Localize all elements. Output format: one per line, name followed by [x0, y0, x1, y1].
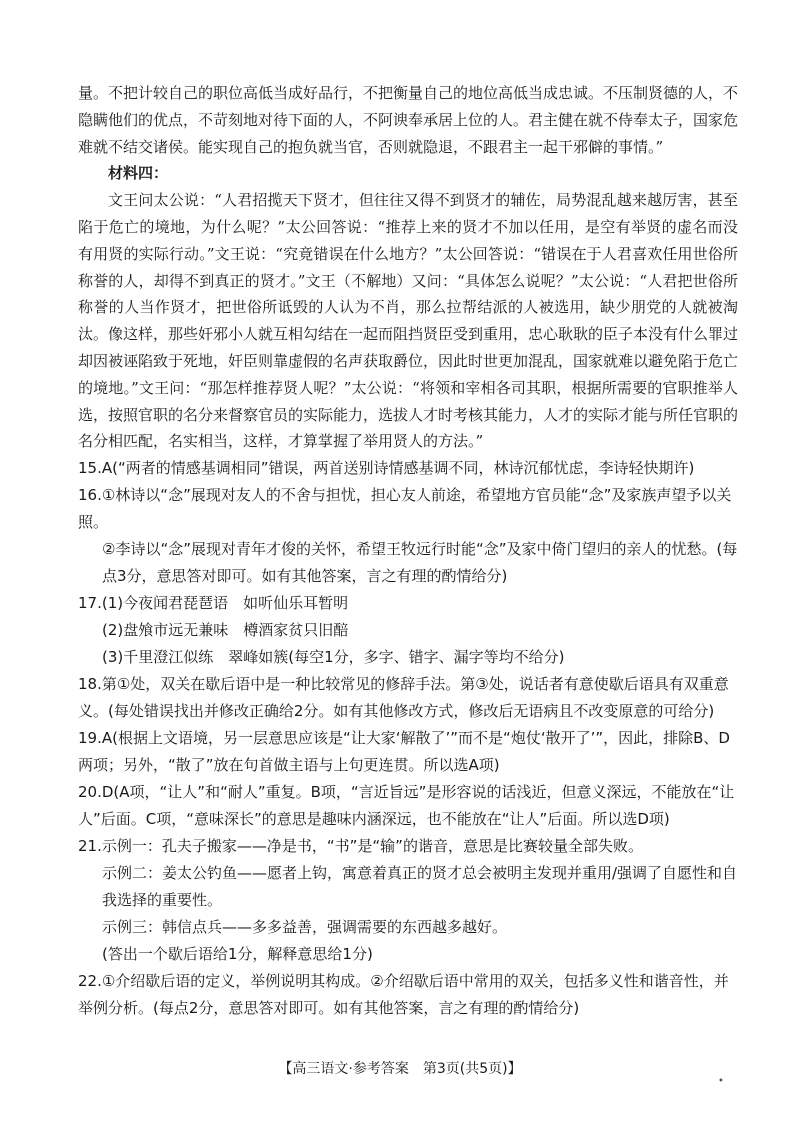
- answer-text: A(“两者的情感基调相同”错误，两首送别诗情感基调不同，林诗沉郁忧虑，李诗轻快期许): [101, 459, 695, 478]
- answer-number: 15.: [78, 459, 102, 478]
- answer-text: 第①处，双关在歇后语中是一种比较常见的修辞手法。第③处，说话者有意使歇后语具有双重意义。(每处错误找出并修改正确给2分。如有其他修改方式，修改后无语病且不改变原意的可给分): [78, 675, 729, 721]
- answer-number: 16.: [78, 486, 102, 505]
- corner-mark: •: [718, 1076, 724, 1087]
- answer-22: [78, 968, 738, 1022]
- answer-page: [78, 80, 738, 1022]
- answer-16: [78, 482, 738, 590]
- answer-number: 20.: [78, 783, 102, 802]
- material4-heading: 材料四：: [108, 164, 169, 183]
- answer-text: D(A项，“让人”和“耐人”重复。B项，“言近旨远”是形容说的话浅近，但意义深远，不能放在“让人”后面。C项，“意味深长”的意思是趣味内涵深远，也不能放在“让人”后面。所以选D项): [78, 783, 735, 829]
- answer-20: [78, 779, 738, 833]
- answer-number: 19.: [78, 729, 102, 748]
- answer-item: (1)今夜闻君琵琶语 如听仙乐耳暂明: [101, 594, 349, 613]
- answer-example: 示例三：韩信点兵——多多益善，强调需要的东西越多越好。: [102, 918, 508, 937]
- material3-tail: [78, 80, 738, 160]
- answer-21: [78, 833, 738, 968]
- answer-text: A(根据上文语境，另一层意思应该是“让大家‘解散了’”而不是“炮仗‘散开了’”，因此，排除B、D两项；另外，“散了”放在句首做主语与上句更连贯。所以选A项): [78, 729, 730, 775]
- answer-item: (2)盘飧市远无兼味 樽酒家贫只旧醅: [102, 621, 349, 640]
- answer-text: ①介绍歇后语的定义，举例说明其构成。②介绍歇后语中常用的双关，包括多义性和谐音性，并举例分析。(每点2分，意思答对即可。如有其他答案，言之有理的酌情给分): [78, 972, 729, 1018]
- answer-item: (3)千里澄江似练 翠峰如簇(每空1分，多字、错字、漏字等均不给分): [102, 648, 565, 667]
- material4-paragraph: 文王问太公说：“人君招揽天下贤才，但往往又得不到贤才的辅佐，局势混乱越来越厉害，甚至陷于危亡的境地，为什么呢？”太公回答说：“推荐上来的贤才不加以任用，是空有举贤的虚名而没有用贤的实际行动。”文王说：“究竟错误在什么地方？”太公回答说：“错误在于人君喜欢任用世俗所称誉的人，却得不到真正的贤才。”文王（不解地）又问：“具体怎么说呢？”太公说：“人君把世俗所称誉的人当作贤才，把世俗所诋毁的人认为不肖，那么拉帮结派的人被选用，缺少朋党的人就被淘汰。像这样，那些奸邪小人就互相勾结在一起而阻挡贤臣受到重用，忠心耿耿的臣子本没有什么罪过却因被诬陷致于死地，奸臣则靠虚假的名声获取爵位，因此时世更加混乱，国家就难以避免陷于危亡的境地。”文王问：“那怎样推荐贤人呢？”太公说：“将领和宰相各司其职，根据所需要的官职推举人选，按照官职的名分来督察官员的实际能力，选拔人才时考核其能力，人才的实际才能与所任官职的名分相匹配，名实相当，这样，才算掌握了举用贤人的方法。”: [78, 191, 739, 451]
- answer-number: 18.: [78, 675, 102, 694]
- material3-paragraph: 量。不把计较自己的职位高低当成好品行，不把衡量自己的地位高低当成忠诚。不压制贤德的人，不隐瞒他们的优点，不苛刻地对待下面的人，不阿谀奉承居上位的人。君主健在就不侍奉太子，国家危难就不结交诸侯。能实现自己的抱负就当官，否则就隐退，不跟君主一起干邪僻的事情。”: [78, 84, 739, 156]
- answer-number: 21.: [78, 837, 102, 856]
- answer-19: [78, 725, 738, 779]
- answer-15: [78, 455, 738, 482]
- answer-example: 示例一：孔夫子搬家——净是书，“书”是“输”的谐音，意思是比赛较量全部失败。: [101, 837, 643, 856]
- answer-list: [78, 455, 738, 1022]
- material4-body: [78, 187, 738, 455]
- answer-example: 示例二：姜太公钓鱼——愿者上钩，寓意着真正的贤才总会被明主发现并重用/强调了自愿性和自我选择的重要性。: [102, 864, 738, 910]
- page-footer: 【高三语文·参考答案 第3页(共5页)】: [278, 1061, 522, 1077]
- answer-18: [78, 671, 738, 725]
- answer-17: [78, 590, 738, 671]
- answer-text: ②李诗以“念”展现对青年才俊的关怀，希望王牧远行时能“念”及家中倚门望归的亲人的忧愁。(每点3分，意思答对即可。如有其他答案，言之有理的酌情给分): [102, 540, 738, 586]
- answer-note: (答出一个歇后语给1分，解释意思给1分): [102, 945, 373, 964]
- answer-number: 22.: [78, 972, 102, 991]
- answer-text: ①林诗以“念”展现对友人的不舍与担忧，担心友人前途，希望地方官员能“念”及家族声望予以关照。: [78, 486, 732, 532]
- answer-number: 17.: [78, 594, 102, 613]
